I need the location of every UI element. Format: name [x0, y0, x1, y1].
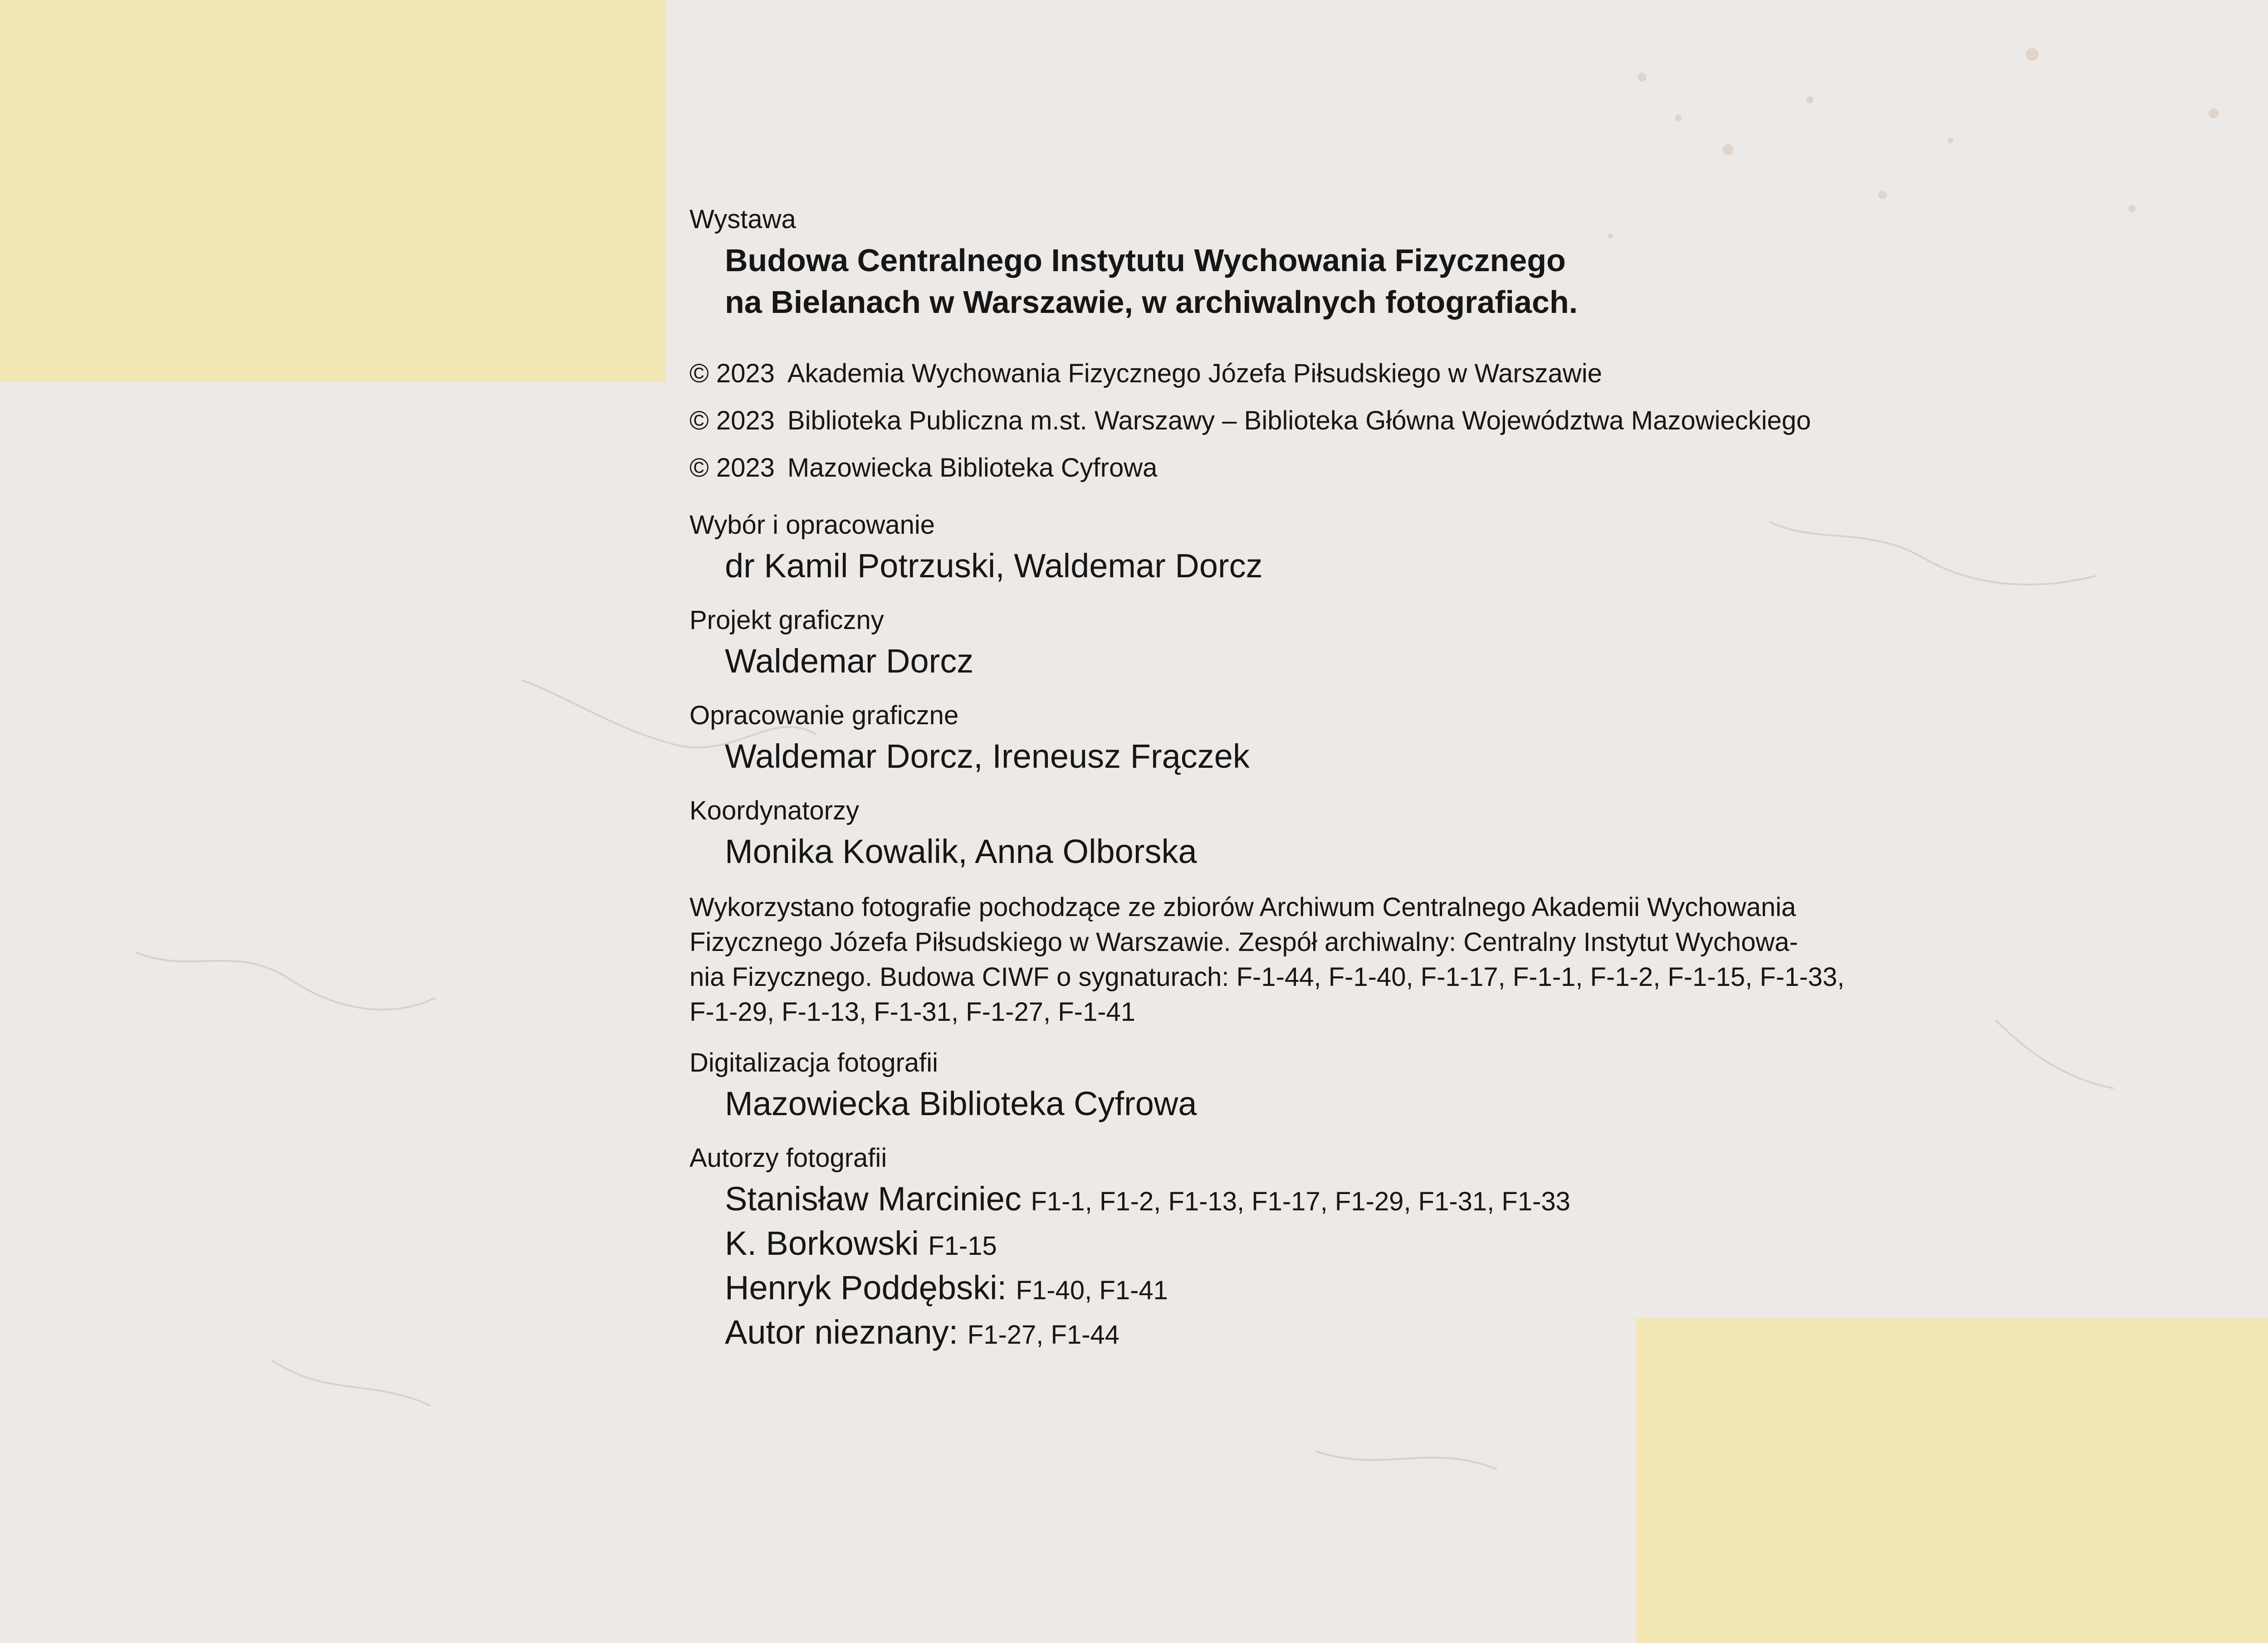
photographer-name: Autor nieznany:	[725, 1313, 958, 1351]
photographer-name: K. Borkowski	[725, 1224, 919, 1262]
digitization-label: Digitalizacja fotografii	[689, 1048, 938, 1077]
sources-line: Fizycznego Józefa Piłsudskiego w Warszawie. Zespół archiwalny: Centralny Instytut Wychowa-	[689, 927, 1798, 957]
exhibition-title-line-2: na Bielanach w Warszawie, w archiwalnych fotografiach.	[725, 284, 1578, 320]
coordinators-label: Koordynatorzy	[689, 796, 859, 825]
sources-line: Wykorzystano fotografie pochodzące ze zbiorów Archiwum Centralnego Akademii Wychowania	[689, 892, 1796, 922]
photographer-entry	[725, 1223, 1869, 1267]
photographer-signatures: F1-1, F1-2, F1-13, F1-17, F1-29, F1-31, F1-33	[1031, 1187, 1570, 1216]
copyright-holder: Biblioteka Publiczna m.st. Warszawy – Biblioteka Główna Województwa Mazowieckiego	[787, 406, 1811, 435]
coordinators-value: Monika Kowalik, Anna Olborska	[725, 833, 1197, 870]
graphic-editing-label: Opracowanie graficzne	[689, 701, 959, 730]
colophon	[689, 200, 1869, 1356]
photographers-label: Autorzy fotografii	[689, 1143, 887, 1173]
exhibition-label: Wystawa	[689, 205, 796, 234]
photographer-name: Stanisław Marciniec	[725, 1180, 1022, 1218]
yellow-panel-top-left	[0, 0, 666, 382]
design-label: Projekt graficzny	[689, 605, 884, 635]
design-value: Waldemar Dorcz	[725, 642, 974, 680]
sources-paragraph	[689, 890, 1869, 1029]
copyright-line	[689, 397, 1869, 444]
copyright-line	[689, 350, 1869, 397]
digitization-value: Mazowiecka Biblioteka Cyfrowa	[725, 1085, 1197, 1122]
photographer-signatures: F1-27, F1-44	[967, 1320, 1120, 1350]
photographer-name: Henryk Poddębski:	[725, 1269, 1007, 1307]
copyright-year: © 2023	[689, 406, 775, 435]
selection-label: Wybór i opracowanie	[689, 510, 935, 540]
graphic-editing-value: Waldemar Dorcz, Ireneusz Frączek	[725, 737, 1250, 775]
copyright-year: © 2023	[689, 453, 775, 483]
photographer-entry	[725, 1178, 1869, 1223]
exhibition-title-line-1: Budowa Centralnego Instytutu Wychowania Fizycznego	[725, 243, 1566, 278]
selection-value: dr Kamil Potrzuski, Waldemar Dorcz	[725, 547, 1263, 585]
sources-line: F-1-29, F-1-13, F-1-31, F-1-27, F-1-41	[689, 997, 1136, 1027]
copyright-line	[689, 444, 1869, 492]
yellow-panel-bottom-right	[1636, 1318, 2268, 1643]
photographer-entry	[725, 1311, 1869, 1356]
copyright-holder: Akademia Wychowania Fizycznego Józefa Piłsudskiego w Warszawie	[787, 359, 1602, 388]
photographer-signatures: F1-15	[928, 1231, 997, 1261]
photographer-signatures: F1-40, F1-41	[1016, 1276, 1168, 1305]
sources-line: nia Fizycznego. Budowa CIWF o sygnaturach: F-1-44, F-1-40, F-1-17, F-1-1, F-1-2, F-1-15, F-1-33,	[689, 962, 1845, 992]
photographer-entry	[725, 1267, 1869, 1311]
copyright-holder: Mazowiecka Biblioteka Cyfrowa	[787, 453, 1158, 483]
copyright-year: © 2023	[689, 359, 775, 388]
